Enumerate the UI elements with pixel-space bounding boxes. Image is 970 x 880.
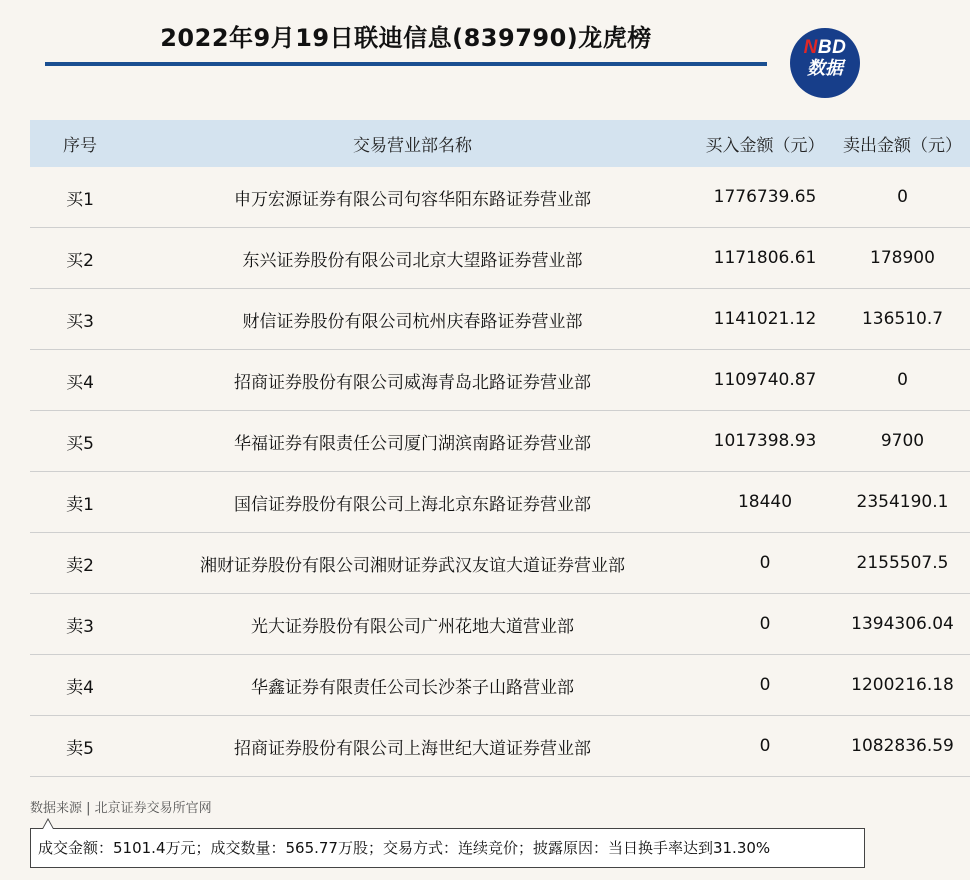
logo-text-top [790,38,860,58]
row-branch-name: 申万宏源证券有限公司句容华阳东路证券营业部 [130,167,695,228]
row-sell-amount: 2354190.1 [835,472,970,533]
title-underline [45,62,767,66]
note-pointer-inner [43,820,53,829]
row-sell-amount: 0 [835,350,970,411]
data-source: 数据来源 | 北京证券交易所官网 [30,801,212,816]
row-seq: 买4 [30,350,130,411]
row-seq: 卖1 [30,472,130,533]
header-seq: 序号 [30,120,130,167]
page-title: 2022年9月19日联迪信息(839790)龙虎榜 [160,24,652,52]
logo-letter-n: N [803,37,818,58]
logo-letters-bd: BD [817,37,847,58]
row-sell-amount: 1200216.18 [835,655,970,716]
table-row [30,716,970,777]
dragon-tiger-table [30,120,970,777]
row-sell-amount: 178900 [835,228,970,289]
row-sell-amount: 136510.7 [835,289,970,350]
table-row [30,228,970,289]
row-seq: 卖4 [30,655,130,716]
table-row [30,411,970,472]
row-seq: 卖3 [30,594,130,655]
logo-text-bottom: 数据 [807,58,843,79]
row-buy-amount: 0 [695,533,835,594]
row-seq: 买5 [30,411,130,472]
row-seq: 买3 [30,289,130,350]
row-seq: 卖5 [30,716,130,777]
row-buy-amount: 18440 [695,472,835,533]
row-branch-name: 国信证券股份有限公司上海北京东路证券营业部 [130,472,695,533]
row-branch-name: 华鑫证券有限责任公司长沙茶子山路营业部 [130,655,695,716]
table-row [30,167,970,228]
row-branch-name: 招商证券股份有限公司上海世纪大道证券营业部 [130,716,695,777]
header-buy-amount: 买入金额（元） [695,120,835,167]
row-sell-amount: 9700 [835,411,970,472]
row-buy-amount: 1776739.65 [695,167,835,228]
row-buy-amount: 1171806.61 [695,228,835,289]
row-sell-amount: 1082836.59 [835,716,970,777]
row-buy-amount: 1017398.93 [695,411,835,472]
row-branch-name: 财信证券股份有限公司杭州庆春路证券营业部 [130,289,695,350]
row-branch-name: 湘财证券股份有限公司湘财证券武汉友谊大道证券营业部 [130,533,695,594]
table-row [30,594,970,655]
row-branch-name: 东兴证券股份有限公司北京大望路证券营业部 [130,228,695,289]
row-sell-amount: 1394306.04 [835,594,970,655]
row-buy-amount: 1109740.87 [695,350,835,411]
row-buy-amount: 0 [695,655,835,716]
table-header-row [30,120,970,167]
row-sell-amount: 0 [835,167,970,228]
header-branch-name: 交易营业部名称 [130,120,695,167]
row-seq: 买2 [30,228,130,289]
row-seq: 买1 [30,167,130,228]
table-row [30,350,970,411]
table-row [30,533,970,594]
row-seq: 卖2 [30,533,130,594]
row-branch-name: 光大证券股份有限公司广州花地大道营业部 [130,594,695,655]
row-buy-amount: 0 [695,716,835,777]
row-branch-name: 华福证券有限责任公司厦门湖滨南路证券营业部 [130,411,695,472]
table-row [30,472,970,533]
row-buy-amount: 0 [695,594,835,655]
row-sell-amount: 2155507.5 [835,533,970,594]
table-row [30,289,970,350]
row-branch-name: 招商证券股份有限公司威海青岛北路证券营业部 [130,350,695,411]
trade-summary-note: 成交金额：5101.4万元；成交数量：565.77万股；交易方式：连续竞价；披露原因：当日换手率达到31.30% [30,828,865,868]
header-sell-amount: 卖出金额（元） [835,120,970,167]
row-buy-amount: 1141021.12 [695,289,835,350]
nbd-logo [790,28,860,98]
table-row [30,655,970,716]
